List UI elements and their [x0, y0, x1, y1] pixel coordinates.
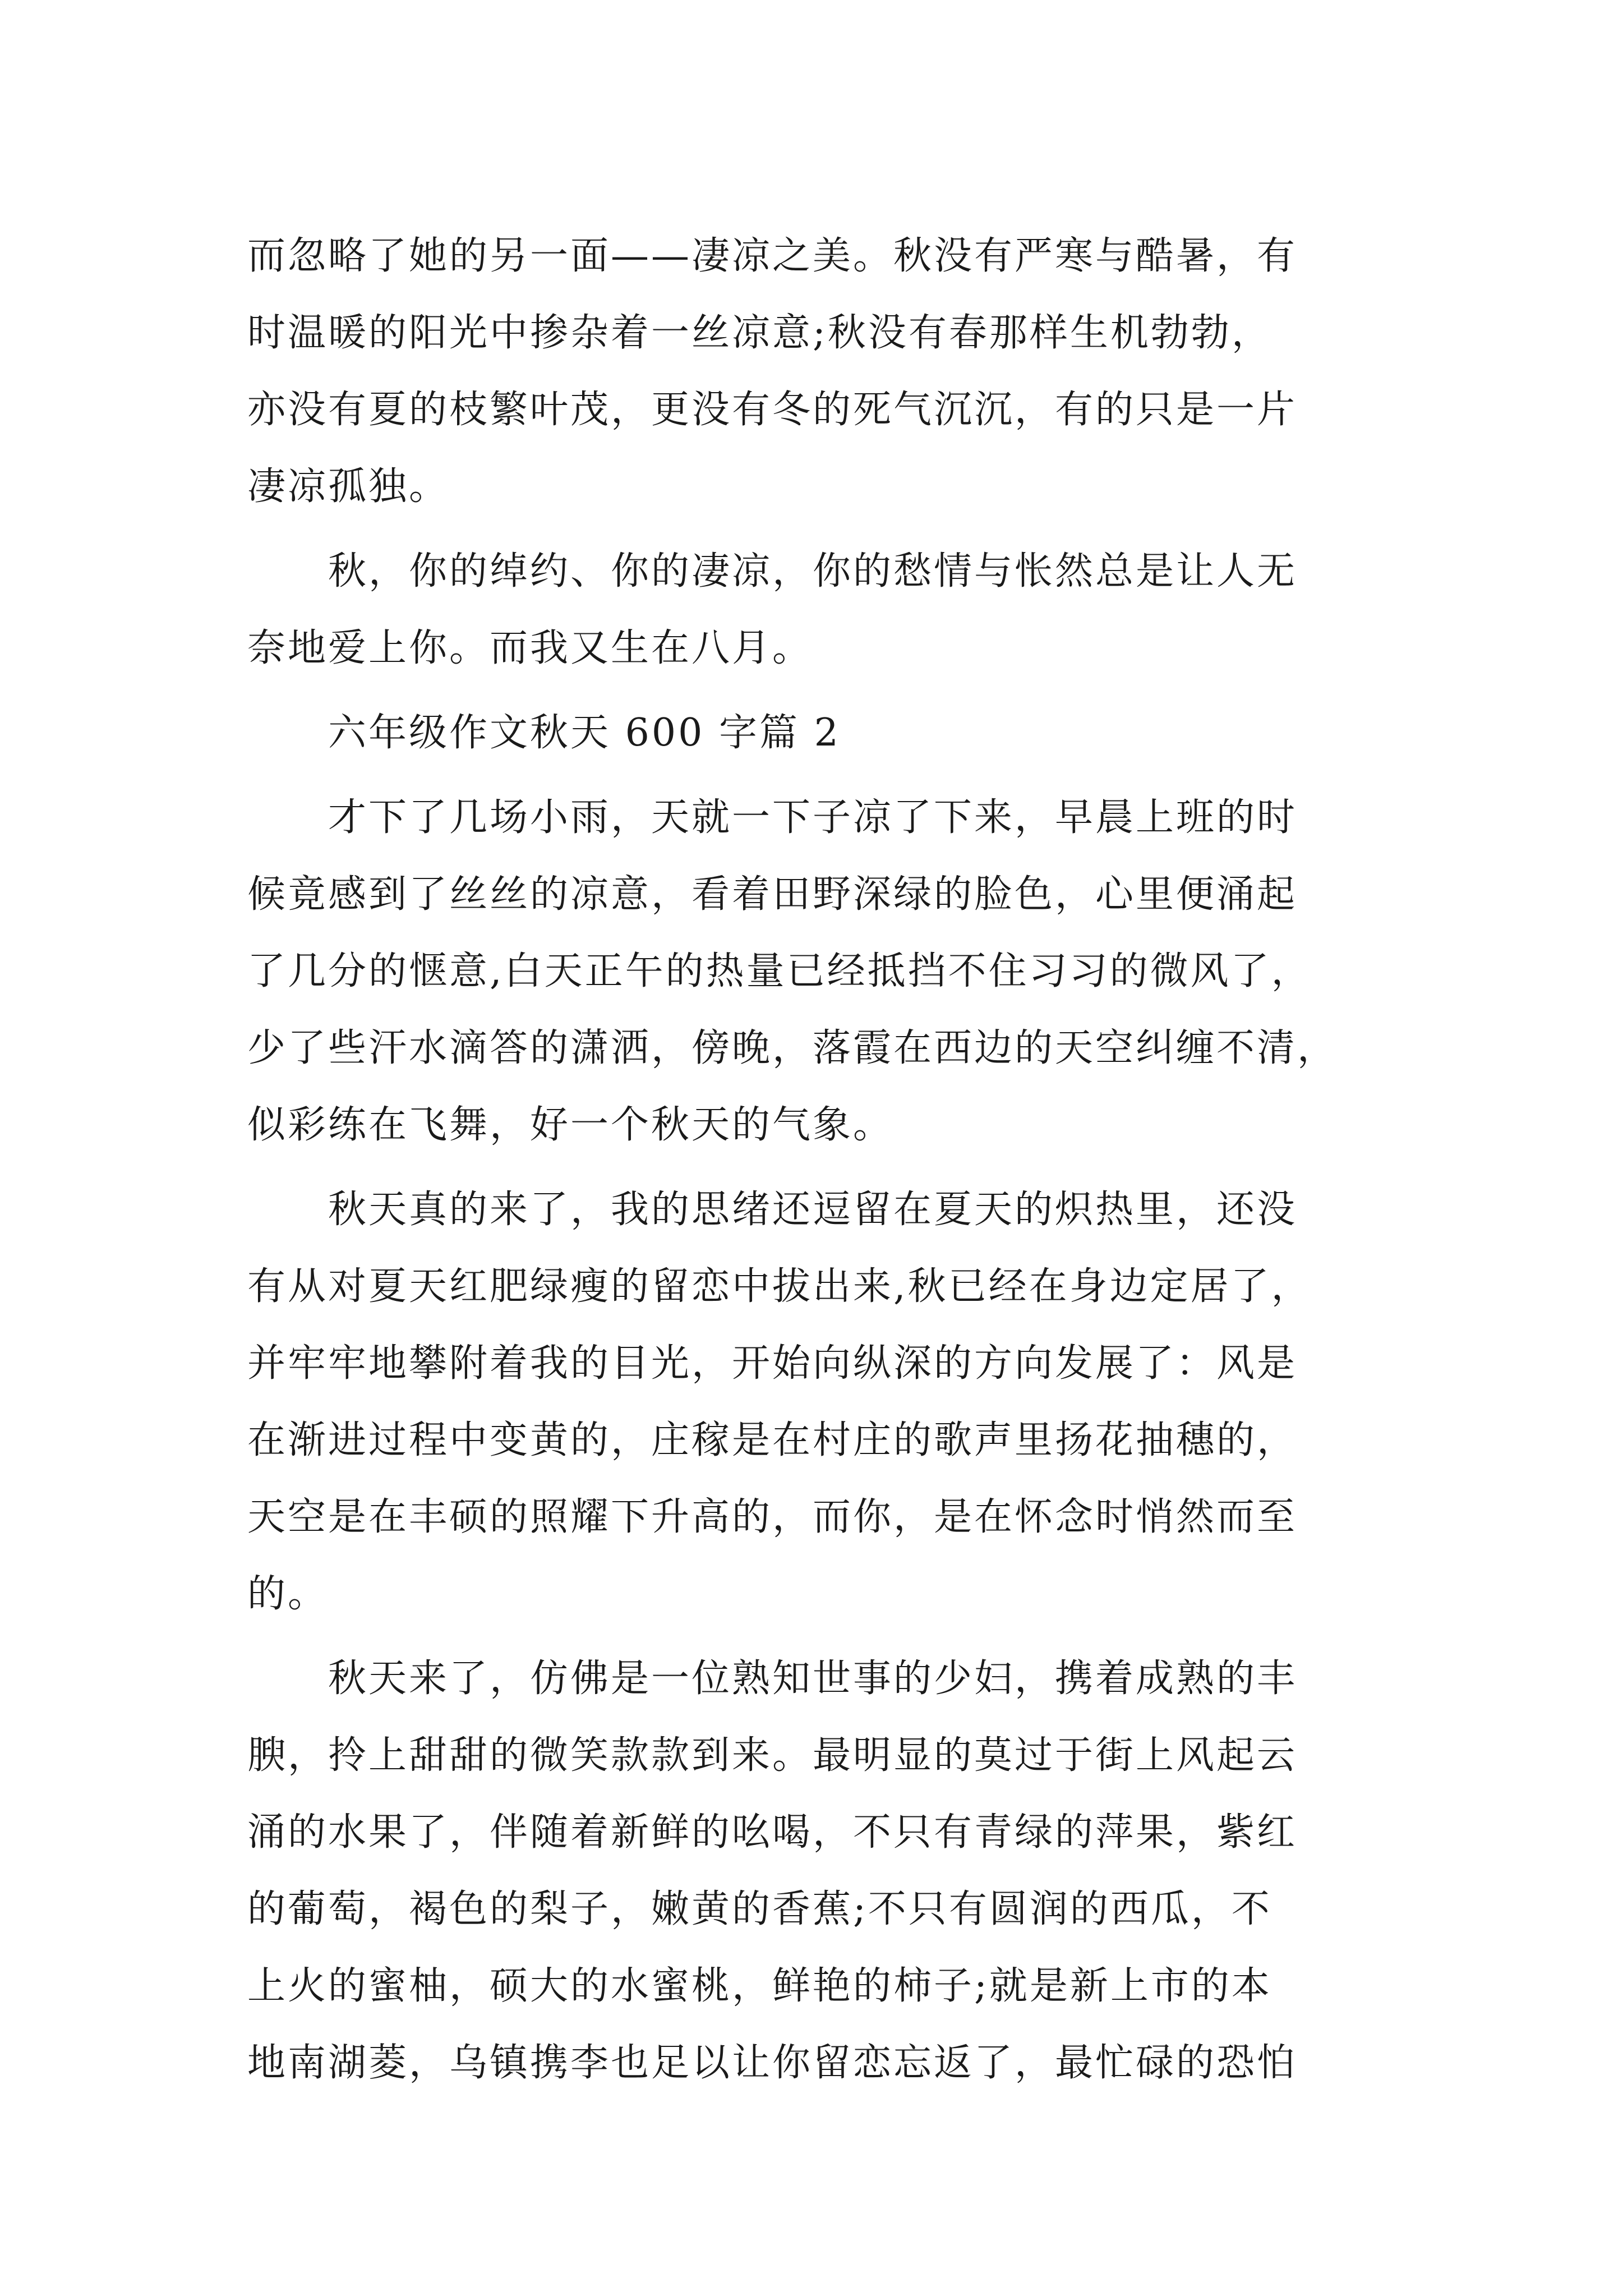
text-line: 有从对夏天红肥绿瘦的留恋中拔出来,秋已经在身边定居了， — [247, 1264, 1312, 1309]
text-line: 腴，拎上甜甜的微笑款款到来。最明显的莫过于街上风起云 — [247, 1733, 1298, 1778]
text-line: 地南湖菱，乌镇携李也足以让你留恋忘返了，最忙碌的恐怕 — [247, 2041, 1298, 2085]
text-line: 秋，你的绰约、你的凄凉，你的愁情与怅然总是让人无 — [328, 549, 1298, 593]
paragraph — [247, 1171, 1380, 1632]
heading-text: 六年级作文秋天 600 字篇 2 — [328, 711, 841, 755]
text-line: 亦没有夏的枝繁叶茂，更没有冬的死气沉沉，有的只是一片 — [247, 388, 1298, 432]
text-line: 才下了几场小雨，天就一下子凉了下来，早晨上班的时 — [328, 795, 1298, 840]
text-line: 候竟感到了丝丝的凉意，看着田野深绿的脸色，心里便涌起 — [247, 872, 1298, 917]
text-line: 并牢牢地攀附着我的目光，开始向纵深的方向发展了：风是 — [247, 1341, 1298, 1386]
text-line: 涌的水果了，伴随着新鲜的吆喝，不只有青绿的萍果，紫红 — [247, 1810, 1298, 1855]
paragraph-continuation — [247, 218, 1380, 525]
text-line: 而忽略了她的另一面——凄凉之美。秋没有严寒与酷暑，有 — [247, 234, 1298, 278]
text-line: 时温暖的阳光中掺杂着一丝凉意;秋没有春那样生机勃勃， — [247, 311, 1272, 355]
text-line: 凄凉孤独。 — [247, 464, 450, 509]
text-line: 在渐进过程中变黄的，庄稼是在村庄的歌声里扬花抽穗的， — [247, 1418, 1298, 1462]
text-line: 秋天真的来了，我的思绪还逗留在夏天的炽热里，还没 — [328, 1188, 1298, 1232]
text-line: 的葡萄，褐色的梨子，嫩黄的香蕉;不只有圆润的西瓜，不 — [247, 1887, 1272, 1931]
document-body — [247, 218, 1380, 2101]
text-line: 奈地爱上你。而我又生在八月。 — [247, 626, 813, 670]
paragraph — [247, 1640, 1380, 2101]
paragraph — [247, 533, 1380, 687]
paragraph — [247, 779, 1380, 1163]
text-line: 了几分的惬意,白天正午的热量已经抵挡不住习习的微风了， — [247, 949, 1312, 993]
text-line: 上火的蜜柚，硕大的水蜜桃，鲜艳的柿子;就是新上市的本 — [247, 1964, 1272, 2008]
text-line: 的。 — [247, 1572, 329, 1616]
text-line: 秋天来了，仿佛是一位熟知世事的少妇，携着成熟的丰 — [328, 1657, 1298, 1701]
text-line: 似彩练在飞舞，好一个秋天的气象。 — [247, 1103, 894, 1147]
text-line: 天空是在丰硕的照耀下升高的，而你，是在怀念时悄然而至 — [247, 1495, 1298, 1539]
section-heading — [247, 694, 1380, 771]
text-line: 少了些汗水滴答的潇洒，傍晚，落霞在西边的天空纠缠不清， — [247, 1026, 1338, 1070]
